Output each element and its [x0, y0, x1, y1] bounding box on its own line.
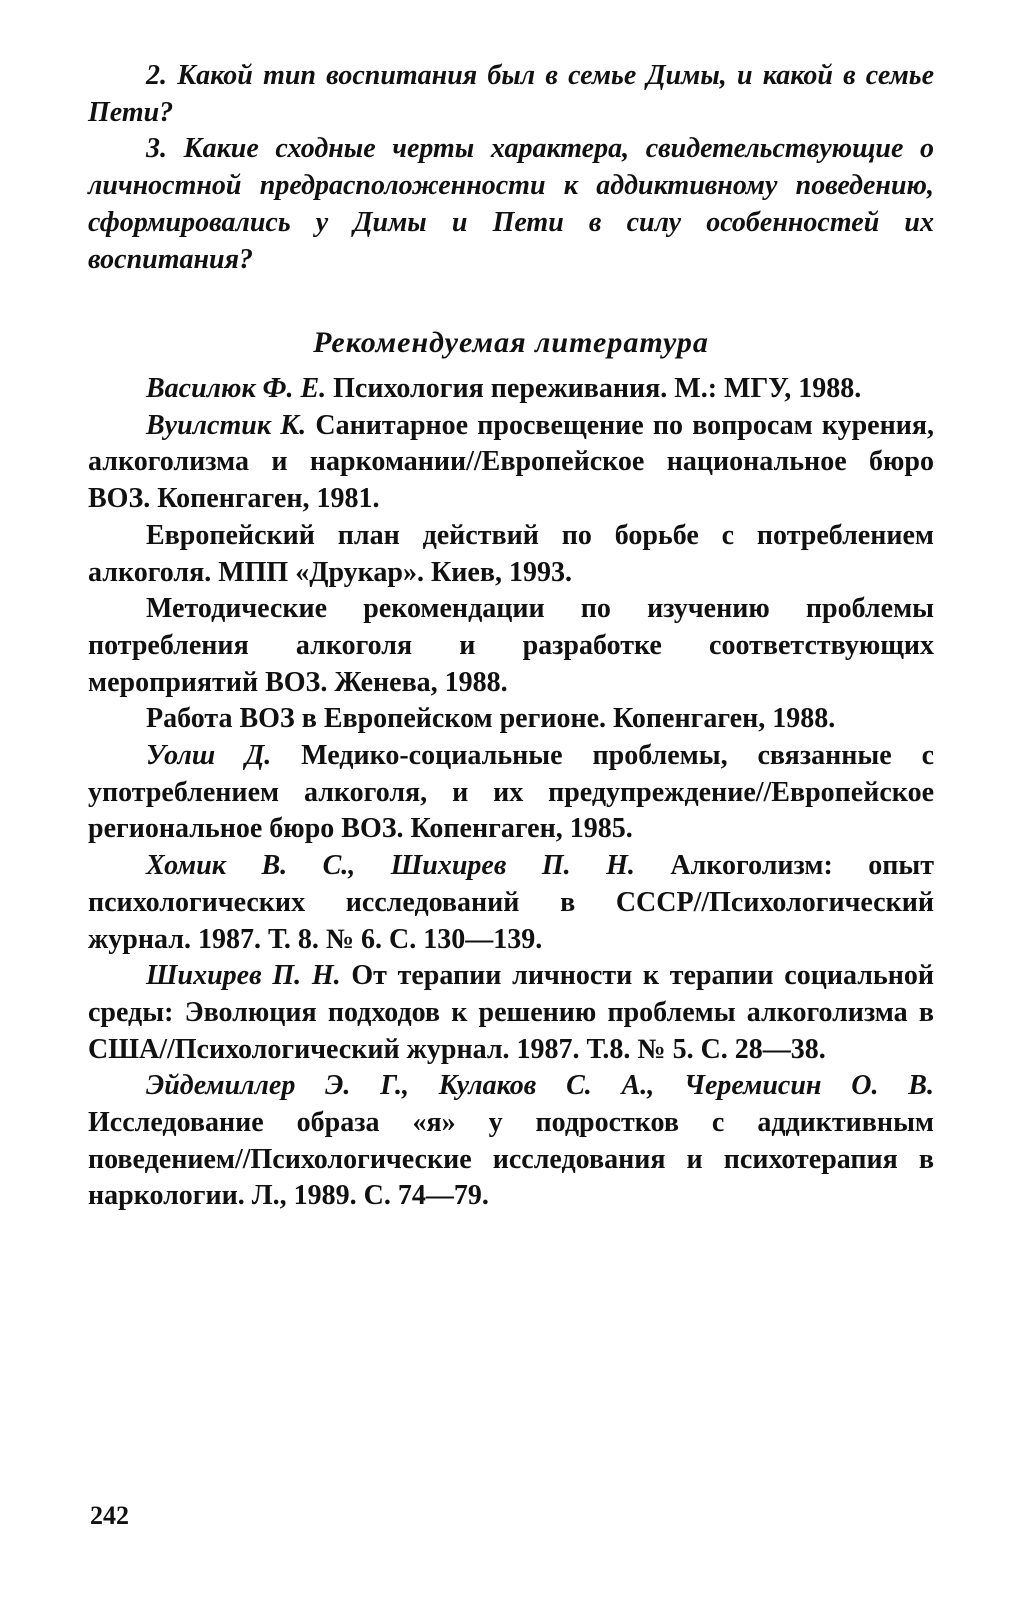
entry-text: Санитарное просвещение по вопросам курения, алкоголизма и наркомании//Европейское национальное бюро ВОЗ. Копенгаген, 1981.: [88, 409, 934, 515]
literature-list: [88, 371, 934, 1215]
page-number: 242: [90, 1501, 129, 1530]
entry-author: Василюк Ф. Е.: [146, 373, 327, 404]
question-2: 2. Какой тип воспитания был в семье Димы, и какой в семье Пети?: [88, 60, 934, 128]
literature-entry: [88, 371, 934, 408]
literature-entry: [88, 518, 934, 591]
literature-entry: [88, 408, 934, 518]
literature-entry: [88, 701, 934, 738]
entry-text: Методические рекомендации по изучению проблемы потребления алкоголя и разработке соответствующих мероприятий ВОЗ. Женева, 1988.: [88, 593, 934, 698]
question-3: 3. Какие сходные черты характера, свидетельствующие о личностной предрасположенности к аддиктивному поведению, сформировались у Димы и Пети в силу особенностей их воспитания?: [88, 133, 934, 275]
entry-text: Алкоголизм: опыт психологических исследований в СССР//Психологический журнал. 1987. Т. 8. № 6. С. 130—139.: [88, 850, 935, 955]
literature-entry: [88, 1068, 934, 1215]
entry-author: Шихирев П. Н.: [146, 960, 341, 992]
literature-entry: [88, 591, 934, 701]
entry-text: Медико-социальные проблемы, связанные с употреблением алкоголя, и их предупреждение//Европейское региональное бюро ВОЗ. Копенгаген, 1985.: [88, 740, 934, 845]
entry-author: Уолш Д.: [146, 740, 272, 772]
literature-entry: [88, 958, 934, 1068]
entry-text: Европейский план действий по борьбе с потреблением алкоголя. МПП «Друкар». Киев, 1993.: [88, 519, 934, 588]
entry-author: Эйдемиллер Э. Г., Кулаков С. А., Черемисин О. В.: [146, 1070, 934, 1102]
literature-entry: [88, 848, 934, 958]
entry-text: Работа ВОЗ в Европейском регионе. Копенгаген, 1988.: [146, 703, 836, 735]
literature-entry: [88, 738, 934, 848]
entry-text: От терапии личности к терапии социальной среды: Эволюция подходов к решению проблемы алкоголизма в США//Психологический журнал. 1987. Т.8. № 5. С. 28—38.: [88, 960, 935, 1065]
questions-section: [88, 58, 934, 278]
entry-author: Хомик В. С., Шихирев П. Н.: [146, 850, 635, 882]
literature-heading: Рекомендуемая литература: [313, 326, 709, 359]
entry-text: Психология переживания. М.: МГУ, 1988.: [333, 373, 862, 404]
entry-text: Исследование образа «я» у подростков с аддиктивным поведением//Психологические исследования и психотерапия в наркологии. Л., 1989. С. 74—79.: [88, 1107, 934, 1212]
entry-author: Вуилстик К.: [146, 409, 307, 441]
